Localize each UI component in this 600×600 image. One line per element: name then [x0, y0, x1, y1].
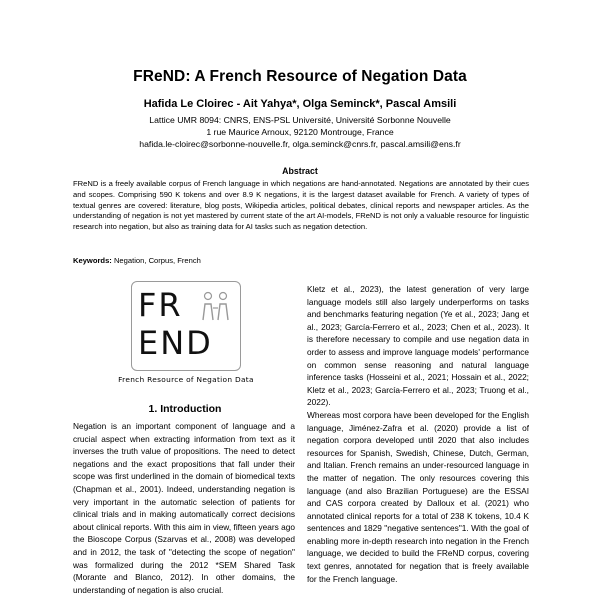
intro-paragraph-2: Kletz et al., 2023), the latest generation of very large language models still also largely underperforms on tasks and benchmarks featuring negation (Ye et al., 2023; Jang et al., 2023; García-Ferrero et al., 2023; Chen et al., 2023). It is therefore necessary to compile and use negation data in order to assess and improve language models' performance on common sense reasoning and natural language inference tasks (Hosseini et al., 2021; Hossain et al., 2022; Kletz et al., 2023; García-Ferrero et al., 2023; Truong et al., 2022). — [307, 284, 529, 408]
frend-logo — [131, 281, 241, 371]
intro-paragraph-3: Whereas most corpora have been developed for the English language, Jiménez-Zafra et al. (2020) provide a list of negation corpora developed until 2020 that also includes resources for Spanish, Swedish, Chinese, Dutch, German, and Italian. French remains an under-resourced language in the matter of negation. The only resources covering this language (and also Brazilian Portuguese) are the ESSAI and CAS corpora created by Dalloux et al. (2021) who annotated clinical reports for a total of 238 K tokens, 10.4 K sentences and 1829 "negative sentences"1. With the goal of enabling more in-depth research into negation in the French language, we decided to build the FReND corpus, covering text genres, annotated for negation that is freely available for the French language. — [307, 409, 529, 584]
keywords-label: Keywords: — [73, 256, 112, 265]
keywords-list: Negation, Corpus, French — [113, 256, 201, 265]
logo-caption: French Resource of Negation Data — [118, 375, 254, 384]
affiliation-emails: hafida.le-cloirec@sorbonne-nouvelle.fr, olga.seminck@cnrs.fr, pascal.amsili@ens.fr — [139, 139, 461, 149]
affiliation-line-2: 1 rue Maurice Arnoux, 92120 Montrouge, France — [206, 127, 394, 137]
logo-text-line-2: END — [138, 324, 213, 362]
keywords — [73, 256, 529, 265]
people-icon — [199, 290, 233, 324]
logo-text-line-1: FR — [138, 286, 183, 324]
section-heading-introduction: 1. Introduction — [148, 403, 222, 415]
paper-title: FReND: A French Resource of Negation Data — [133, 68, 467, 85]
abstract-text: FReND is a freely available corpus of French language in which negations are hand-annotated. Negations are annotated by their cues and scopes. Comprising 590 K tokens and over 8.9 K negations, it is the largest dataset available for French. A variety of types of textual genres are covered: literature, blog posts, Wikipedia articles, political debates, clinical reports and newspaper articles. As the understanding of negation is not yet mastered by current state of the art AI-models, FReND is not only a valuable resource for linguistic research into negation, but also as training data for AI tasks such as negation detection. — [73, 179, 529, 232]
intro-column-left — [73, 420, 295, 600]
intro-column-right — [307, 283, 529, 600]
affiliation-line-1: Lattice UMR 8094: CNRS, ENS-PSL Université, Université Sorbonne Nouvelle — [149, 115, 451, 125]
abstract-heading: Abstract — [282, 166, 318, 176]
intro-paragraph-1: Negation is an important component of language and a crucial aspect when extracting information from text as it inverses the truth value of propositions. The need to detect negations and the exact propositions that fall under their scope was first underlined in the domain of biomedical texts (Chapman et al., 2001). Indeed, understanding negation is very important in the automatic selection of patients for clinical trials and in making automatically correct decisions about clinical reports. With this aim in view, fifteen years ago the Bioscope Corpus (Szarvas et al., 2008) was developed and in 2012, the task of "detecting the scope of negation" was formalized during the 2012 *SEM Shared Task (Morante and Blanco, 2012). In other domains, the understanding of negation is also crucial. — [73, 421, 295, 595]
paper-authors: Hafida Le Cloirec - Ait Yahya*, Olga Seminck*, Pascal Amsili — [143, 98, 457, 110]
